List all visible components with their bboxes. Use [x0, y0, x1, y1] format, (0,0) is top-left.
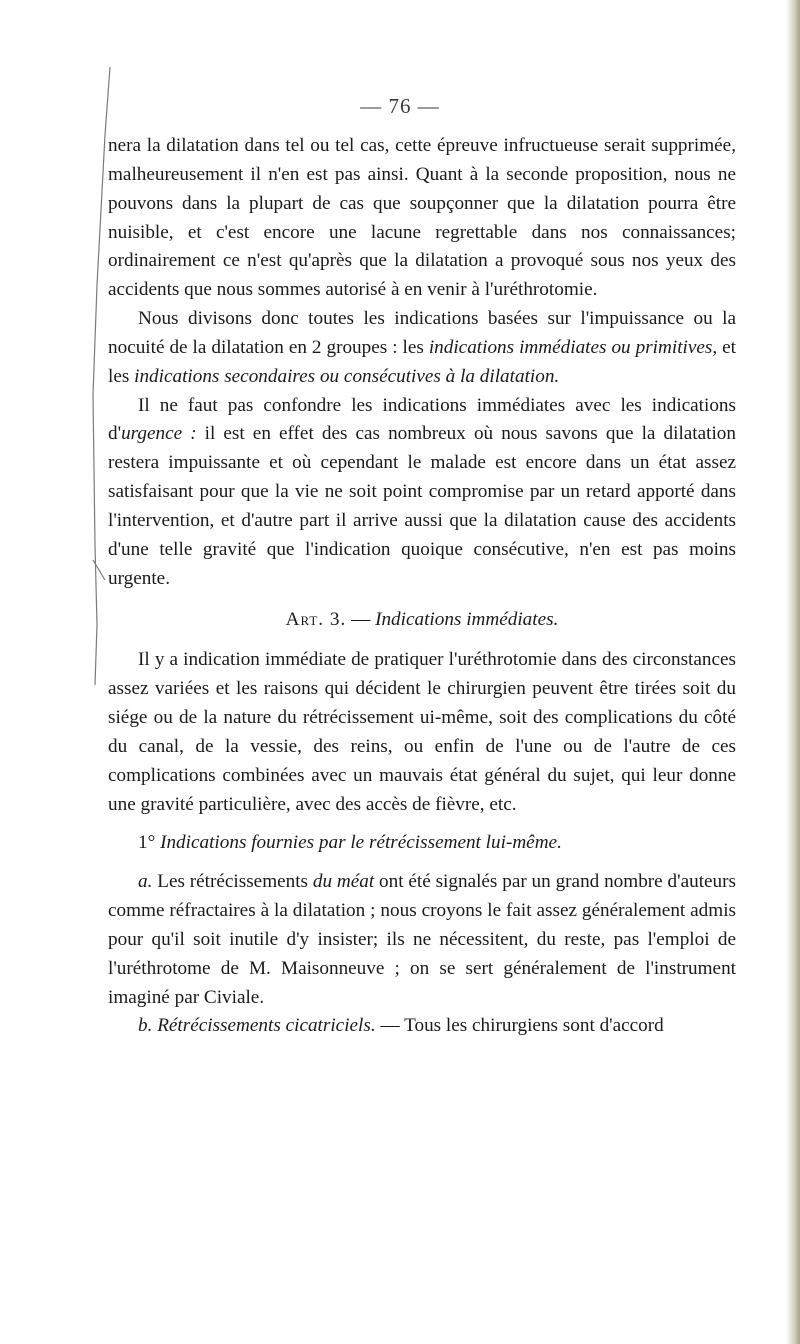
paragraph-continuation: nera la dilatation dans tel ou tel cas, cette épreuve infructueuse serait supprimée, malheureusement il n'en est pas ainsi. Quant à la seconde proposition, nous ne pouvons dans la plupart de cas que soupçonner que la dilatation pourra être nuisible, et c'est encore une lacune regrettable dans nos connaissances; ordinairement ce n'est qu'après que la dilatation a provoqué sous nos yeux des accidents que nous sommes autorisé à en venir à l'uréthrotomie.: [108, 135, 736, 301]
paragraph-groups: Nous divisons donc toutes les indications basées sur l'impuissance ou la nocuité de la dilatation en 2 groupes : les indications immédiates ou primitives, et les indications secondaires ou consécutives à la dilatation.: [108, 308, 736, 387]
paragraph-urgence: Il ne faut pas confondre les indications immédiates avec les indications d'urgence : il est en effet des cas nombreux où nous savons que la dilatation restera impuissante et où cependant le malade est encore dans un état assez satisfaisant pour que la vie ne soit point compromise par un retard apporté dans l'intervention, et d'autre part il arrive aussi que la dilatation cause des accidents d'une telle gravité que l'indication quoique consécutive, n'en est pas moins urgente.: [108, 394, 736, 589]
paragraph-meat: a. Les rétrécissements du méat ont été signalés par un grand nombre d'auteurs comme réfractaires à la dilatation ; nous croyons le fait assez généralement admis pour qu'il soit inutile d'y insister; ils ne nécessitent, du reste, pas l'emploi de l'uréthrotome de M. Maisonneuve ; on se sert généralement de l'instrument imaginé par Civiale.: [108, 871, 736, 1008]
page-number: — 76 —: [360, 94, 440, 118]
subheading: 1° Indications fournies par le rétrécissement lui-même.: [138, 832, 562, 854]
paragraph-indication: Il y a indication immédiate de pratiquer l'uréthrotomie dans des circonstances assez variées et les raisons qui décident le chirurgien peuvent être tirées soit du siége ou de la nature du rétrécissement ui-même, soit des complications du côté du canal, de la vessie, des reins, ou enfin de l'une ou de l'autre de ces complications combinées avec un mauvais état général du sujet, qui leur donne une gravité particulière, avec des accès de fièvre, etc.: [108, 649, 736, 815]
body-text: [108, 132, 736, 1041]
page-edge-shadow: [786, 0, 800, 1344]
paragraph-cicatriciels: b. Rétrécissements cicatriciels. — Tous les chirurgiens sont d'accord: [138, 1015, 664, 1037]
section-heading: Art. 3. — Indications immédiates.: [285, 608, 559, 630]
